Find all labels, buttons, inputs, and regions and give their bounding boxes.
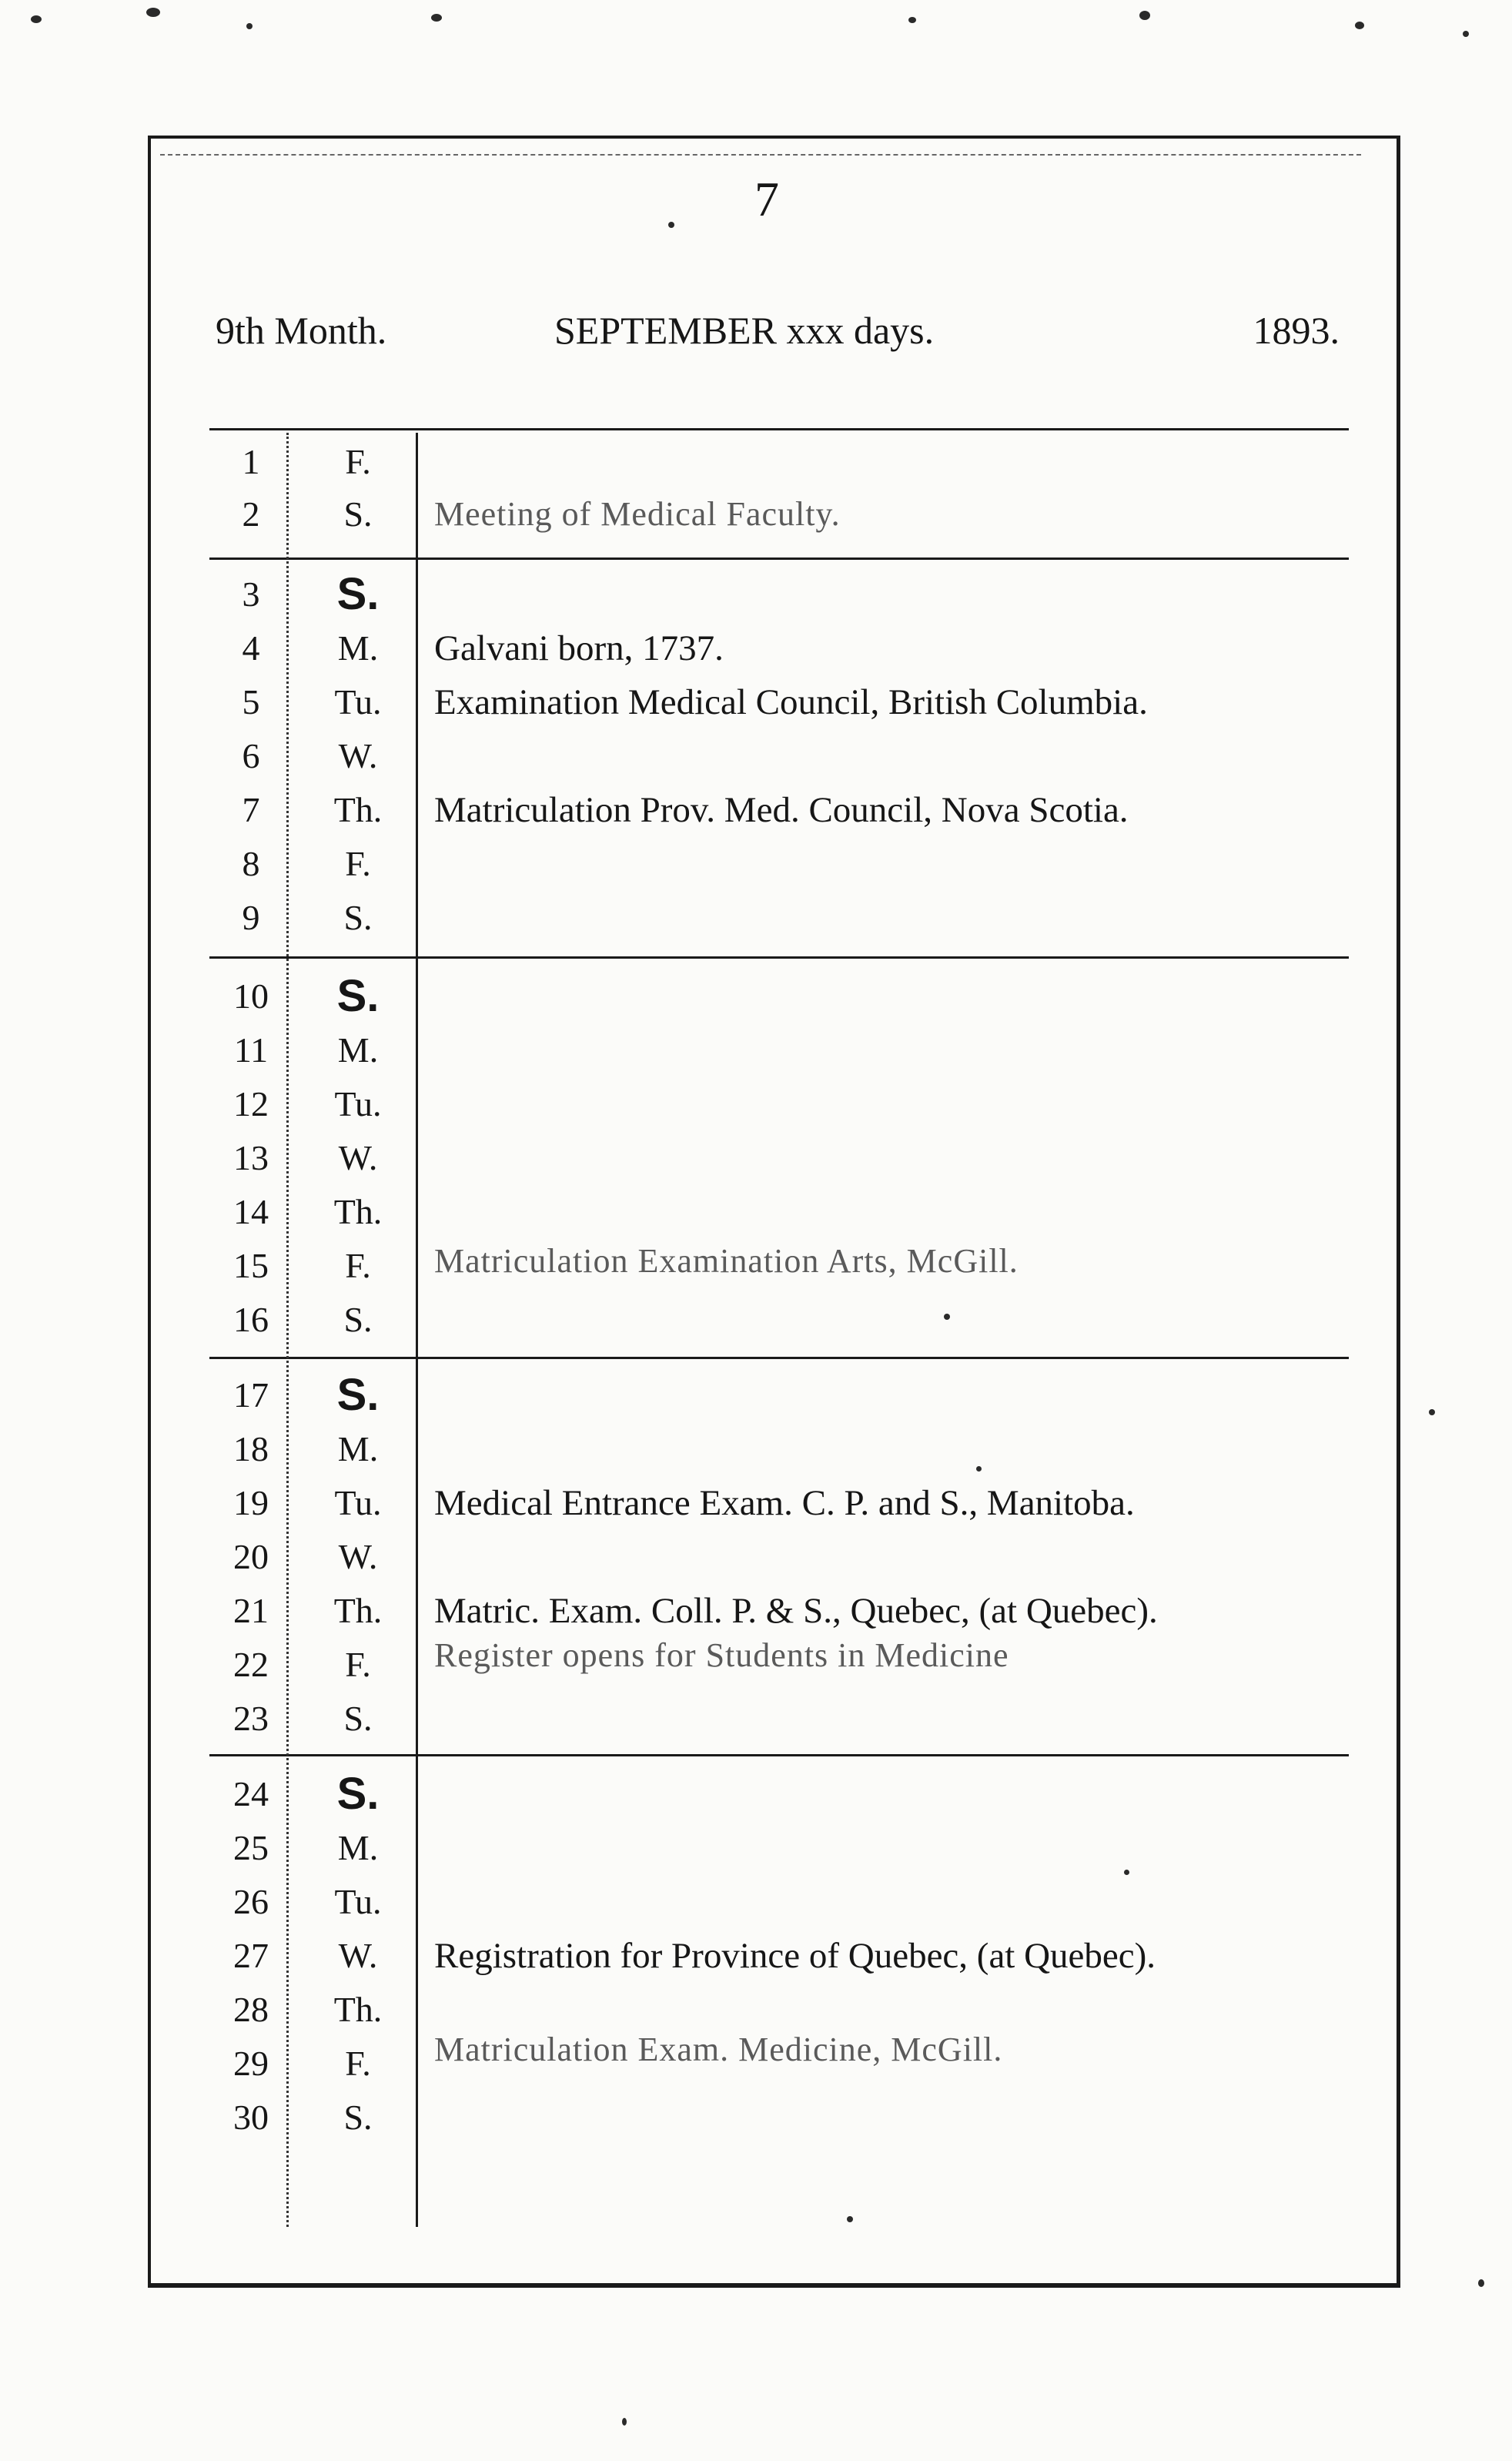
day-number: 11: [233, 1030, 269, 1070]
day-number: 22: [233, 1645, 269, 1684]
page-number: 7: [754, 172, 779, 226]
weekday-abbr: F.: [345, 844, 371, 883]
week-rule: [209, 1357, 1349, 1359]
weekday-abbr: F.: [345, 2044, 371, 2083]
frame-inner-rule: [160, 154, 1361, 156]
day-number: 24: [233, 1774, 269, 1813]
weekday-abbr: M.: [337, 628, 379, 668]
weekday-abbr: W.: [338, 1138, 378, 1177]
weekday-abbr: S.: [343, 494, 373, 534]
day-number: 17: [233, 1375, 269, 1415]
day-number: 6: [242, 736, 260, 775]
weekday-abbr-sunday: S.: [336, 1769, 380, 1819]
day-number: 7: [242, 790, 260, 829]
event-text: Registration for Province of Quebec, (at Quebec).: [434, 1936, 1156, 1976]
scan-speck: [908, 17, 916, 23]
event-text: Matriculation Exam. Medicine, McGill.: [434, 2031, 1003, 2068]
day-number: 23: [233, 1699, 269, 1738]
column-divider-weekday: [416, 433, 418, 2227]
weekday-abbr: Tu.: [334, 682, 382, 722]
event-text: Matriculation Examination Arts, McGill.: [434, 1242, 1019, 1280]
weekday-abbr: Tu.: [334, 1483, 382, 1522]
weekday-abbr: W.: [338, 1537, 378, 1576]
day-number: 28: [233, 1990, 269, 2029]
weekday-abbr: S.: [343, 1300, 373, 1339]
day-number: 5: [242, 682, 260, 722]
week-rule: [209, 1754, 1349, 1756]
month-ordinal: 9th Month.: [216, 309, 387, 352]
weekday-abbr: Th.: [333, 790, 383, 829]
event-text: Matric. Exam. Coll. P. & S., Quebec, (at Quebec).: [434, 1591, 1158, 1631]
day-number: 18: [233, 1429, 269, 1468]
day-number: 8: [242, 844, 260, 883]
day-number: 16: [233, 1300, 269, 1339]
year: 1893.: [1253, 309, 1340, 352]
day-number: 10: [233, 976, 269, 1016]
scan-speck: [1355, 22, 1364, 29]
event-text: Medical Entrance Exam. C. P. and S., Manitoba.: [434, 1483, 1135, 1523]
day-number: 29: [233, 2044, 269, 2083]
calendar-header: [216, 308, 1340, 362]
day-number: 3: [242, 574, 260, 614]
week-rule: [209, 956, 1349, 959]
day-number: 30: [233, 2098, 269, 2137]
weekday-abbr: Th.: [333, 1990, 383, 2029]
scan-speck: [146, 8, 160, 17]
day-number: 26: [233, 1882, 269, 1921]
day-number: 20: [233, 1537, 269, 1576]
scan-speck: [976, 1466, 982, 1472]
scan-speck: [246, 23, 253, 29]
weekday-abbr: W.: [338, 736, 378, 775]
weekday-abbr-sunday: S.: [336, 1370, 380, 1420]
day-number: 12: [233, 1084, 269, 1123]
scan-speck: [31, 15, 42, 23]
weekday-abbr: M.: [337, 1828, 379, 1867]
weekday-abbr: F.: [345, 442, 371, 481]
weekday-abbr-sunday: S.: [336, 569, 380, 619]
event-text: Register opens for Students in Medicine: [434, 1636, 1009, 1674]
header-rule: [209, 428, 1349, 430]
weekday-abbr: Tu.: [334, 1882, 382, 1921]
scan-speck: [847, 2216, 853, 2222]
day-number: 13: [233, 1138, 269, 1177]
event-text: Matriculation Prov. Med. Council, Nova Scotia.: [434, 790, 1129, 830]
weekday-abbr: F.: [345, 1246, 371, 1285]
event-text: Meeting of Medical Faculty.: [434, 495, 841, 533]
scan-speck: [944, 1314, 950, 1320]
day-number: 25: [233, 1828, 269, 1867]
scan-speck: [668, 222, 674, 228]
scan-speck: [1478, 2279, 1484, 2287]
weekday-abbr: Tu.: [334, 1084, 382, 1123]
weekday-abbr: Th.: [333, 1192, 383, 1231]
weekday-abbr: S.: [343, 898, 373, 937]
scan-speck: [1429, 1409, 1435, 1415]
weekday-abbr: M.: [337, 1030, 379, 1070]
scan-speck: [1463, 31, 1469, 37]
month-title: SEPTEMBER xxx days.: [554, 309, 935, 352]
day-number: 2: [242, 494, 260, 534]
scan-speck: [1139, 11, 1150, 20]
day-number: 14: [233, 1192, 269, 1231]
event-text: Galvani born, 1737.: [434, 628, 724, 668]
event-text: Examination Medical Council, British Columbia.: [434, 682, 1148, 722]
weekday-abbr: F.: [345, 1645, 371, 1684]
weekday-abbr: Th.: [333, 1591, 383, 1630]
week-rule: [209, 557, 1349, 560]
scan-speck: [1124, 1870, 1129, 1875]
scan-speck: [622, 2418, 627, 2426]
weekday-abbr-sunday: S.: [336, 971, 380, 1021]
weekday-abbr: S.: [343, 1699, 373, 1738]
day-number: 9: [242, 898, 260, 937]
day-number: 27: [233, 1936, 269, 1975]
day-number: 19: [233, 1483, 269, 1522]
day-number: 1: [242, 442, 260, 481]
day-number: 15: [233, 1246, 269, 1285]
day-number: 4: [242, 628, 260, 668]
scan-speck: [431, 14, 442, 22]
weekday-abbr: S.: [343, 2098, 373, 2137]
weekday-abbr: W.: [338, 1936, 378, 1975]
day-number: 21: [233, 1591, 269, 1630]
weekday-abbr: M.: [337, 1429, 379, 1468]
